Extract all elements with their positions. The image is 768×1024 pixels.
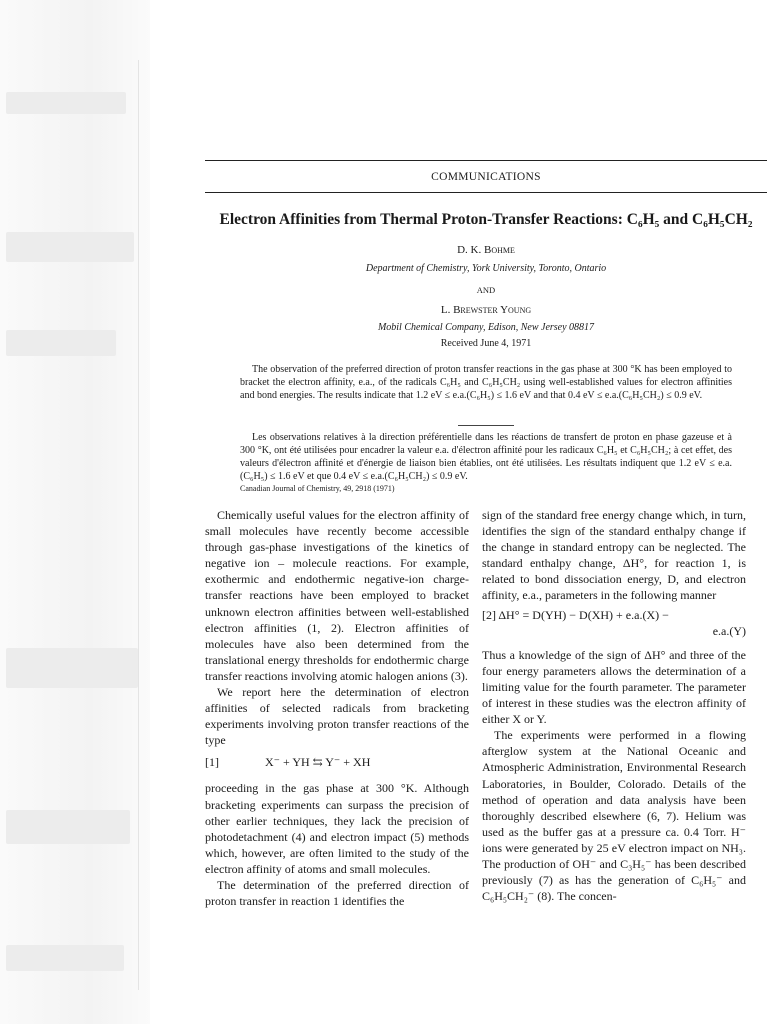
equation-body: X⁻ + YH ⇆ Y⁻ + XH	[265, 755, 371, 770]
bleed-smudge	[6, 810, 130, 844]
equation-line: e.a.(Y)	[712, 623, 746, 638]
paragraph: proceeding in the gas phase at 300 °K. Although bracketing experiments can surpass the precision of other earlier techniques, they lack the precision of photodetachment (4) and electron impact (5) methods which, however, are often limited to the study of the electron affinity of atoms and small molecules.	[205, 781, 469, 876]
bleed-smudge	[6, 330, 116, 356]
author-2: L. Brewster Young	[440, 304, 532, 316]
bleed-smudge	[6, 648, 138, 688]
paragraph: The determination of the preferred direction of proton transfer in reaction 1 identifies the	[205, 877, 469, 909]
author-1: D. K. Bohme	[457, 244, 515, 256]
abstract-english: The observation of the preferred direction of proton transfer reactions in the gas phase at 300 °K has been employed to bracket the electron affinity, e.a., of the radicals C₆H₅ and C₆H₅CH₂ using well-established values for electron affinities and bond energies. The results indicate that 1.2 eV ≤ e.a.(C₆H₅) ≤ 1.6 eV and that 0.4 eV ≤ e.a.(C₆H₅CH₂) ≤ 0.9 eV.	[240, 364, 732, 401]
paragraph: Chemically useful values for the electron affinity of small molecules have recently become accessible through gas-phase investigations of the kinetics of negative ion – molecule reactions. For example, exothermic and endothermic negative-ion charge-transfer reactions have been employed to bracket unknown electron affinities between well-established electron affinities (1, 2). Electron affinities of molecules have also been determined from the translational energy thresholds for endothermic charge transfer reactions involving atomic halogen anions (3).	[205, 508, 469, 683]
abstract-divider	[458, 425, 514, 426]
affiliation-1: Department of Chemistry, York University, Toronto, Ontario	[365, 263, 607, 274]
journal-citation: Canadian Journal of Chemistry, 49, 2918 (1971)	[240, 484, 395, 493]
affiliation-2: Mobil Chemical Company, Edison, New Jersey 08817	[377, 322, 595, 333]
paragraph: sign of the standard free energy change which, in turn, identifies the sign of the standard enthalpy change if the change in standard entropy can be neglected. The standard enthalpy change, ΔH°, for reaction 1, is related to bond dissociation energy, D, and electron affinity, e.a., parameters in the following manner	[482, 508, 746, 603]
header-rule-top	[205, 160, 767, 161]
bleed-smudge	[6, 945, 124, 971]
right-column	[482, 507, 746, 904]
equation-2	[482, 607, 746, 639]
equation-number: [1]	[205, 755, 219, 770]
left-column	[205, 507, 469, 909]
paragraph: The experiments were performed in a flowing afterglow system at the National Oceanic and Atmospheric Administration, Environmental Research Laboratories, in Boulder, Colorado. Details of the method of operation and data analysis have been thoroughly described elsewhere (6, 7). Helium was used as the buffer gas at a pressure ca. 0.4 Torr. H⁻ ions were generated by 25 eV electron impact on NH₃. The production of OH⁻ and C₃H₅⁻ has been described previously (7) as has the generation of C₆H₅⁻ and C₆H₅CH₂⁻ (8). The concen-	[482, 728, 746, 904]
facing-page-bleed	[0, 0, 150, 1024]
bleed-smudge	[6, 232, 134, 262]
section-heading: COMMUNICATIONS	[431, 171, 541, 183]
header-rule-bottom	[205, 192, 767, 193]
paragraph: We report here the determination of electron affinities of selected radicals from bracketing experiments involving proton transfer reactions of the type	[205, 685, 469, 748]
paragraph: Thus a knowledge of the sign of ΔH° and three of the four energy parameters allows the determination of a limiting value for the fourth parameter. The parameter of interest in these studies was the electron affinity of either X or Y.	[482, 647, 746, 727]
equation-1	[205, 752, 469, 774]
bleed-fold-line	[138, 60, 139, 990]
bleed-smudge	[6, 92, 126, 114]
received-date: Received June 4, 1971	[440, 338, 532, 349]
equation-line: [2] ΔH° = D(YH) − D(XH) + e.a.(X) −	[482, 607, 669, 622]
article-title: Electron Affinities from Thermal Proton-Transfer Reactions: C₆H₅ and C₆H₅CH₂	[219, 211, 753, 228]
and-separator: AND	[476, 285, 496, 295]
abstract-french: Les observations relatives à la direction préférentielle dans les réactions de transfert de proton en phase gazeuse et à 300 °K, ont été utilisées pour encadrer la valeur e.a. d'électron affinité pour les radicaux C₆H₅ et C₆H₅CH₂; à cet effet, des valeurs d'électron affinité et d'énergie de liaison bien établies, ont été utilisées. Les résultats indiquent que 1.2 eV ≤ e.a.(C₆H₅) ≤ 1.6 eV et que 0.4 eV ≤ e.a.(C₆H₅CH₂) ≤ 0.9 eV.	[240, 432, 732, 482]
